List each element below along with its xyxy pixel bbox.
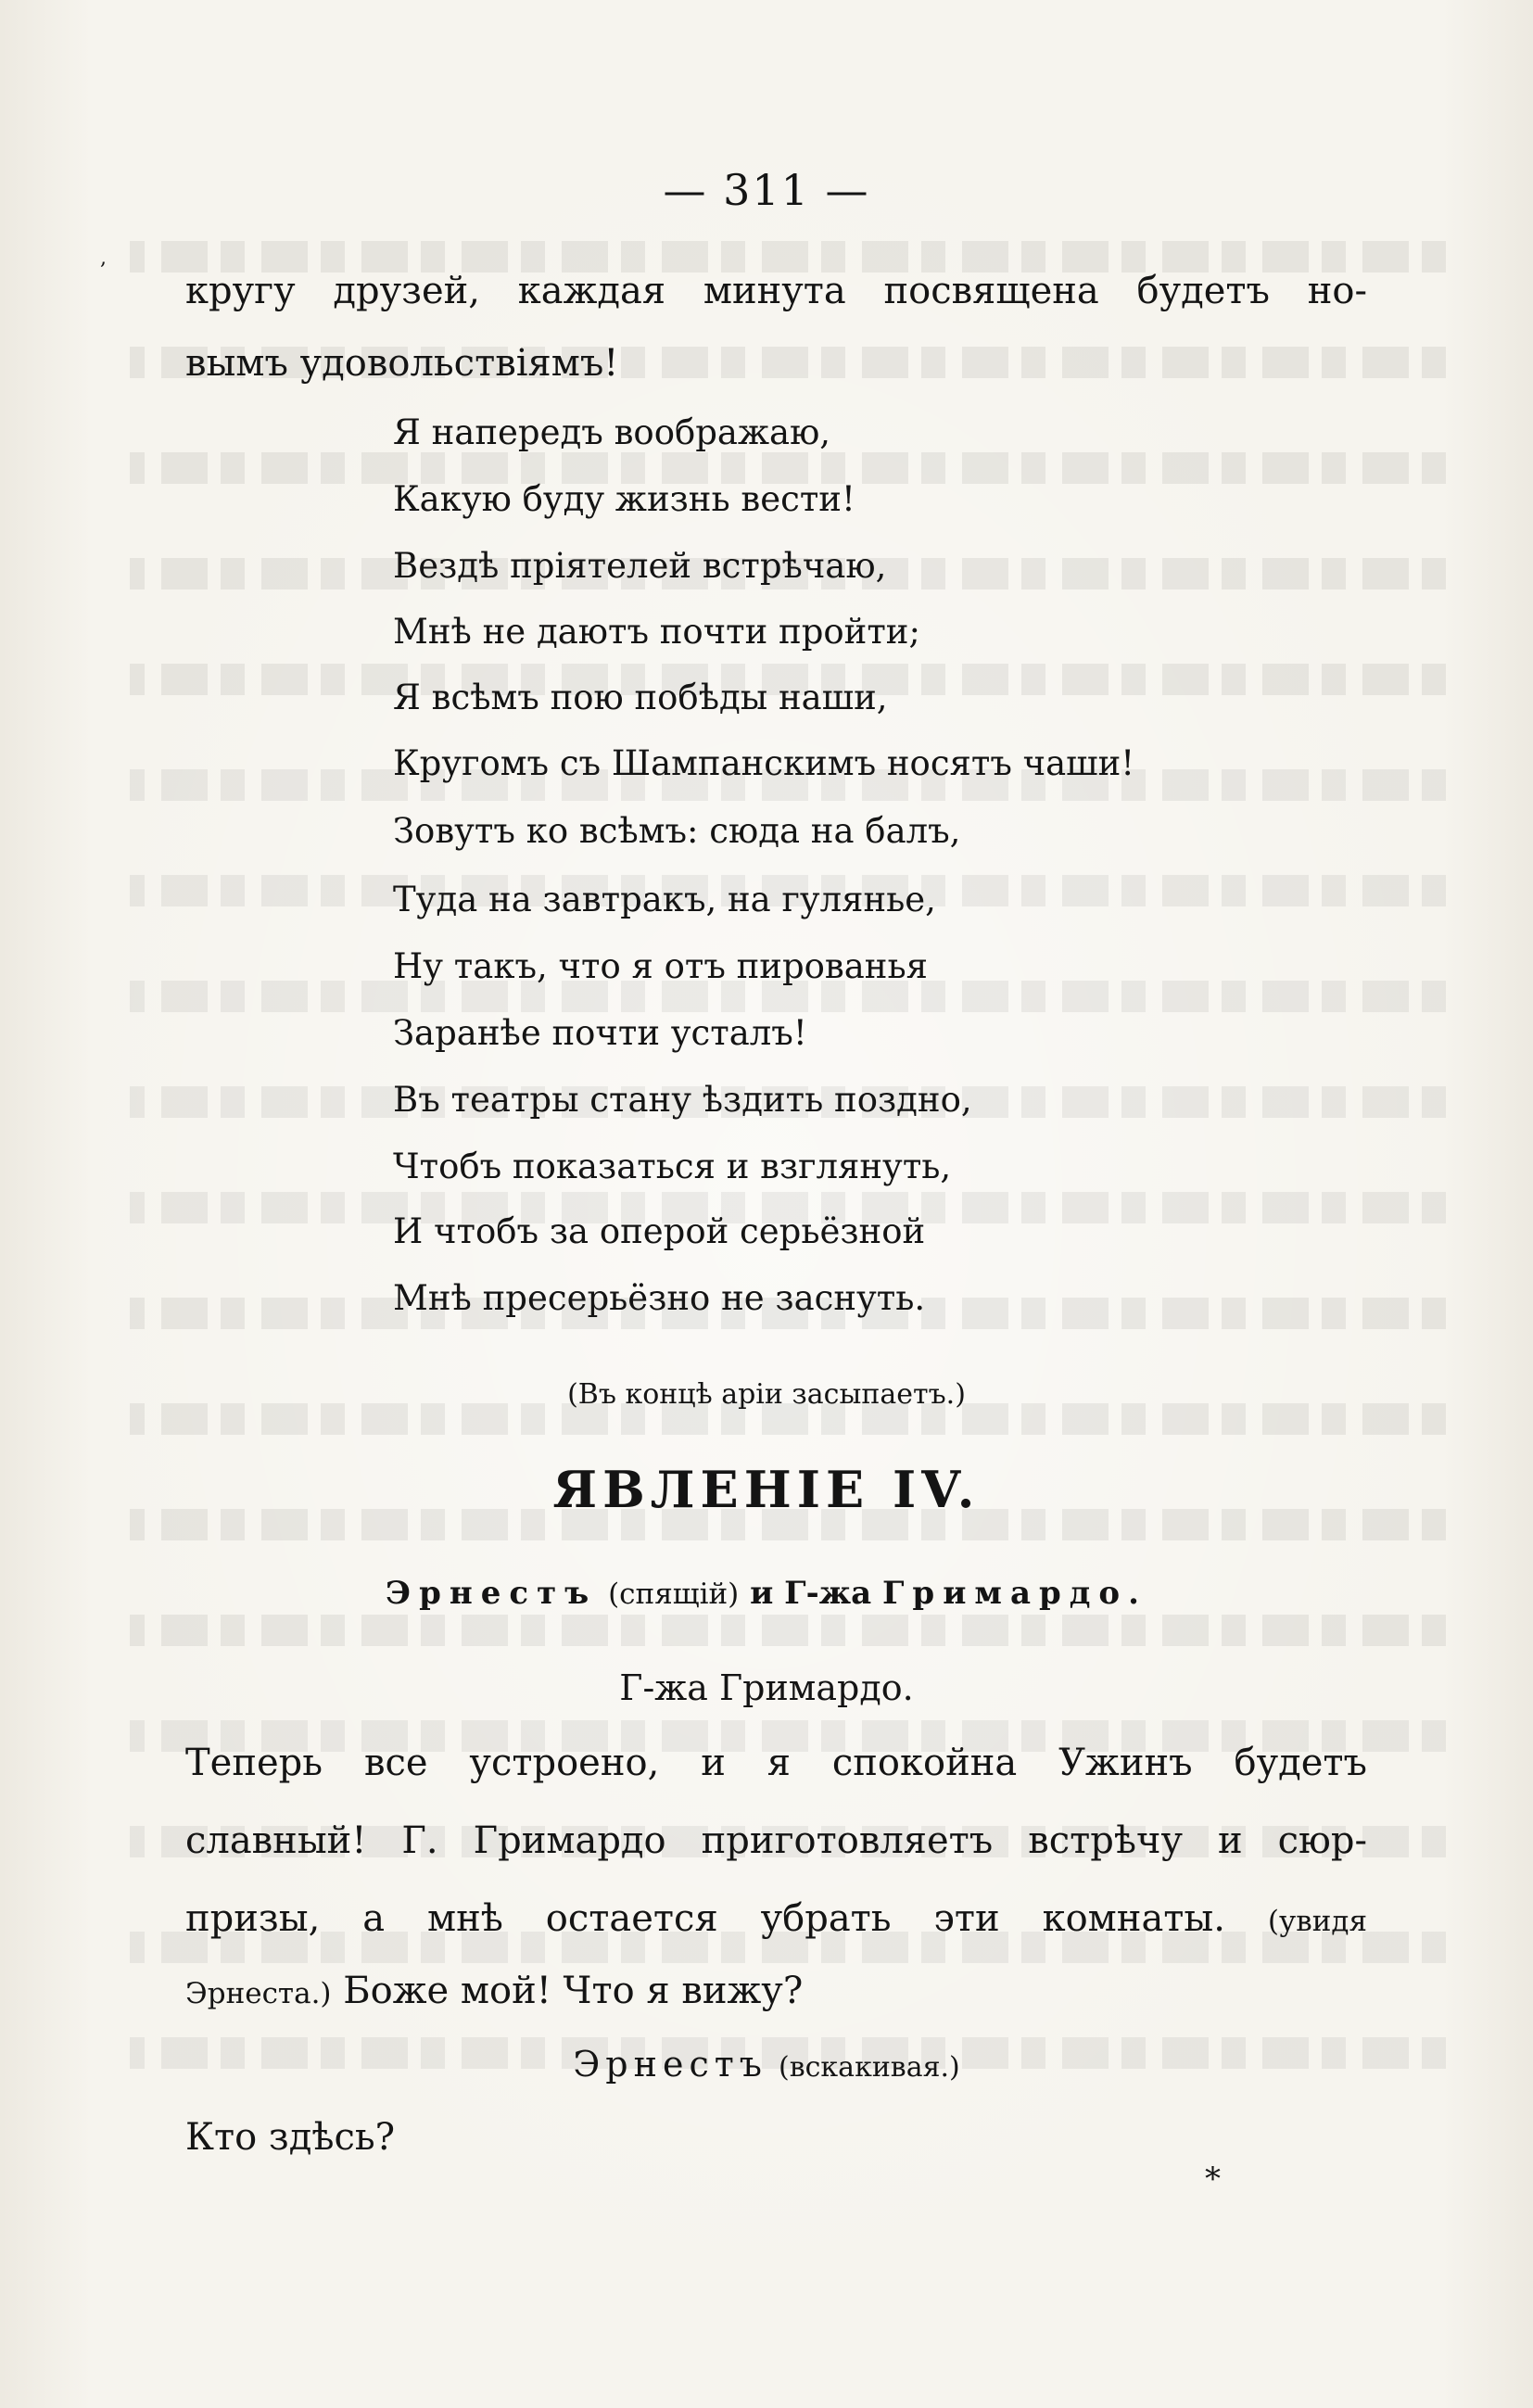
verse-line: Въ театры стану ѣздить поздно, — [393, 1080, 972, 1120]
cast-note: (спящій) — [608, 1578, 740, 1611]
speech-line: славный! Г. Гримардо приготовляетъ встрѣчу и сюр- — [185, 1819, 1367, 1862]
verse-line: Кругомъ съ Шампанскимъ носятъ чаши! — [393, 743, 1135, 783]
cast-name-grimardo: Гримардо. — [881, 1575, 1147, 1612]
verse-line: Я всѣмъ пою побѣды наши, — [393, 678, 888, 717]
speech-text: призы, а мнѣ остается убрать эти комнаты. — [185, 1897, 1225, 1940]
speaker-label: Г-жа Гримардо. — [619, 1667, 914, 1708]
verse-line: Какую буду жизнь вести! — [393, 479, 855, 519]
cast-title-prefix: Г-жа — [784, 1575, 872, 1612]
verse-line: Вездѣ пріятелей встрѣчаю, — [393, 546, 887, 586]
scene-cast — [0, 1575, 1533, 1612]
prose-line: вымъ удовольствіямъ! — [185, 342, 619, 385]
verse-line: Заранѣе почти усталъ! — [393, 1013, 807, 1053]
inline-stage-direction: Эрнеста.) — [185, 1977, 332, 2010]
speech-line — [185, 1897, 1367, 1940]
verse-line: Чтобъ показаться и взглянуть, — [393, 1147, 952, 1186]
speech-line — [185, 1970, 1367, 2012]
stage-direction — [0, 1377, 1533, 1409]
inline-stage-direction: (увидя — [1267, 1905, 1367, 1938]
speaker-direction: (вскакивая.) — [779, 2051, 960, 2084]
cast-name-ernest: Эрнестъ — [386, 1575, 598, 1612]
page-number: — 311 — — [663, 165, 870, 215]
speaker-label — [0, 2044, 1533, 2085]
prose-line: кругу друзей, каждая минута посвящена будетъ но- — [185, 270, 1367, 312]
speaker-name: Эрнестъ — [573, 2044, 767, 2085]
verse-line: Мнѣ пресерьёзно не заснуть. — [393, 1278, 926, 1318]
stage-direction-text: (Въ концѣ аріи засыпаетъ.) — [567, 1378, 966, 1411]
scene-title: ЯВЛЕНІЕ IV. — [552, 1460, 981, 1519]
speech-line: Кто здѣсь? — [185, 2116, 396, 2159]
footer-asterisk: * — [1205, 2161, 1221, 2198]
verse-line: Туда на завтракъ, на гулянье, — [393, 880, 936, 919]
verse-line: Я напередъ воображаю, — [393, 412, 831, 452]
speech-line: Теперь все устроено, и я спокойна Ужинъ будетъ — [185, 1742, 1367, 1784]
verse-line: Зовутъ ко всѣмъ: сюда на балъ, — [393, 811, 961, 851]
stray-mark: , — [100, 247, 107, 270]
verse-line: Ну такъ, что я отъ пированья — [393, 946, 928, 986]
speech-text: Боже мой! Что я вижу? — [343, 1970, 804, 2012]
verse-line: И чтобъ за оперой серьёзной — [393, 1211, 926, 1251]
cast-conjunction: и — [750, 1575, 774, 1612]
verse-line: Мнѣ не даютъ почти пройти; — [393, 612, 920, 652]
